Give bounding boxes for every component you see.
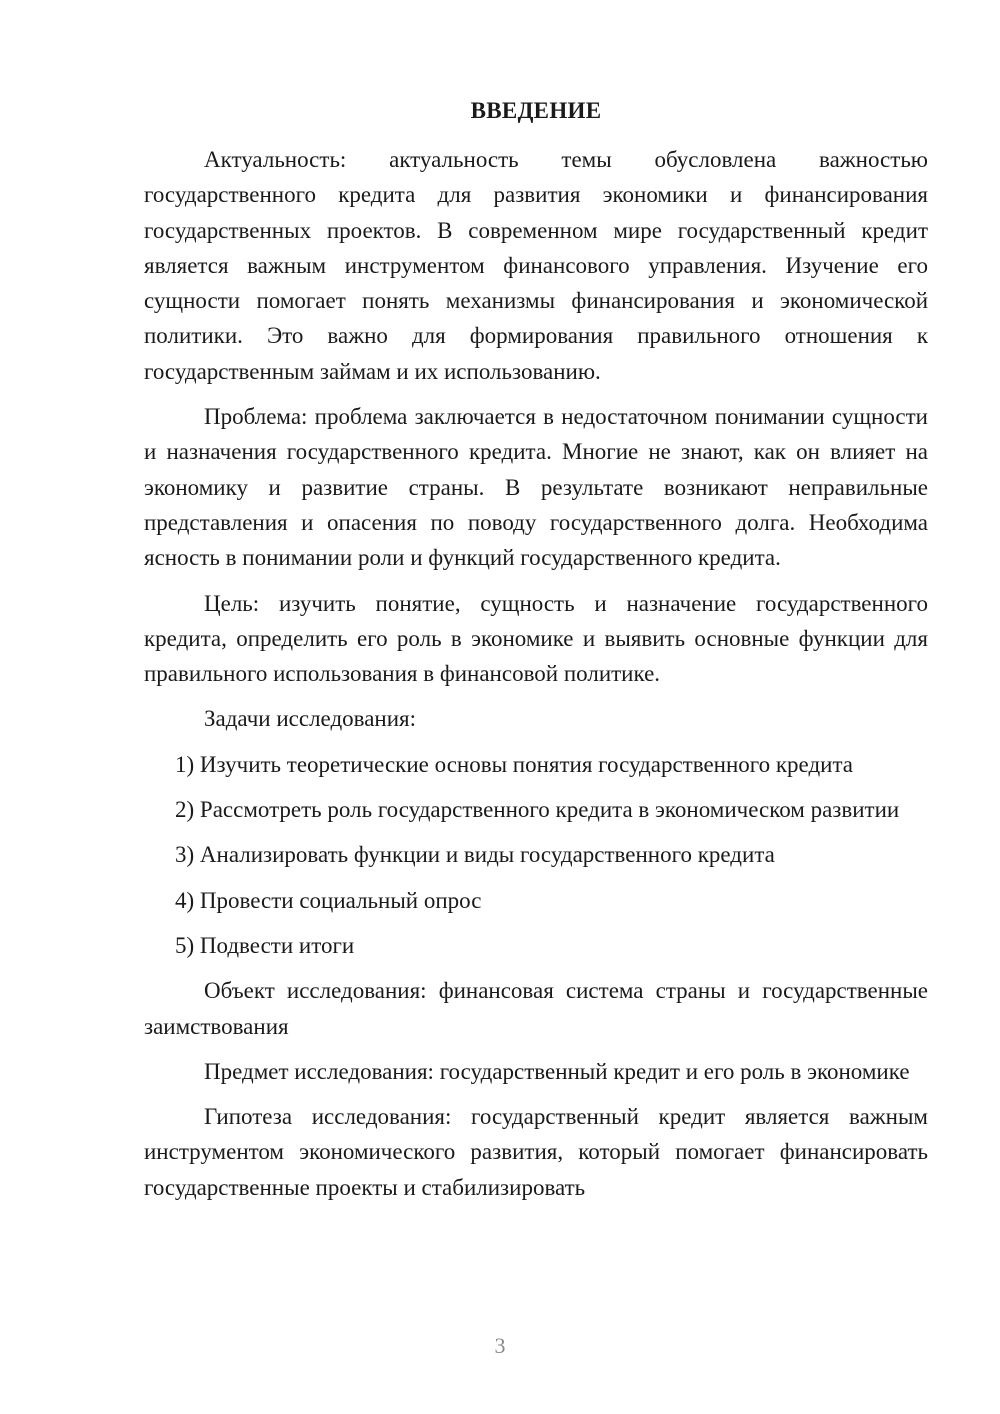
task-item-4: 4) Провести социальный опрос xyxy=(175,887,482,913)
paragraph-tasks-title: Задачи исследования: xyxy=(204,706,417,732)
paragraph-problem: Проблема: проблема заключается в недостаточном понимании сущности и назначения государственного кредита. Многие не знают, как он влияет на экономику и развитие страны. В результате возникают неправильные представления и опасения по поводу государственного долга. Необходима ясность в понимании роли и функций государственного кредита. xyxy=(144,404,928,571)
paragraph-subject: Предмет исследования: государственный кредит и его роль в экономике xyxy=(204,1058,910,1084)
task-item-2: 2) Рассмотреть роль государственного кредита в экономическом развитии xyxy=(175,797,900,823)
page-number: 3 xyxy=(494,1333,506,1358)
task-item-1: 1) Изучить теоретические основы понятия государственного кредита xyxy=(175,751,854,777)
paragraph-goal: Цель: изучить понятие, сущность и назначение государственного кредита, определить его роль в экономике и выявить основные функции для правильного использования в финансовой политике. xyxy=(144,590,928,687)
paragraph-object: Объект исследования: финансовая система страны и государственные заимствования xyxy=(144,978,928,1039)
section-heading: ВВЕДЕНИЕ xyxy=(470,98,602,123)
document-body xyxy=(144,142,928,1215)
paragraph-relevance: Актуальность: актуальность темы обусловлена важностью государственного кредита для развития экономики и финансирования государственных проектов. В современном мире государственный кредит является важным инструментом финансового управления. Изучение его сущности помогает понять механизмы финансирования и экономической политики. Это важно для формирования правильного отношения к государственным займам и их использованию. xyxy=(144,147,928,384)
task-item-5: 5) Подвести итоги xyxy=(175,932,355,958)
paragraph-hypothesis: Гипотеза исследования: государственный кредит является важным инструментом экономического развития, который помогает финансировать государственные проекты и стабилизировать xyxy=(144,1104,928,1200)
task-item-3: 3) Анализировать функции и виды государственного кредита xyxy=(175,842,775,868)
